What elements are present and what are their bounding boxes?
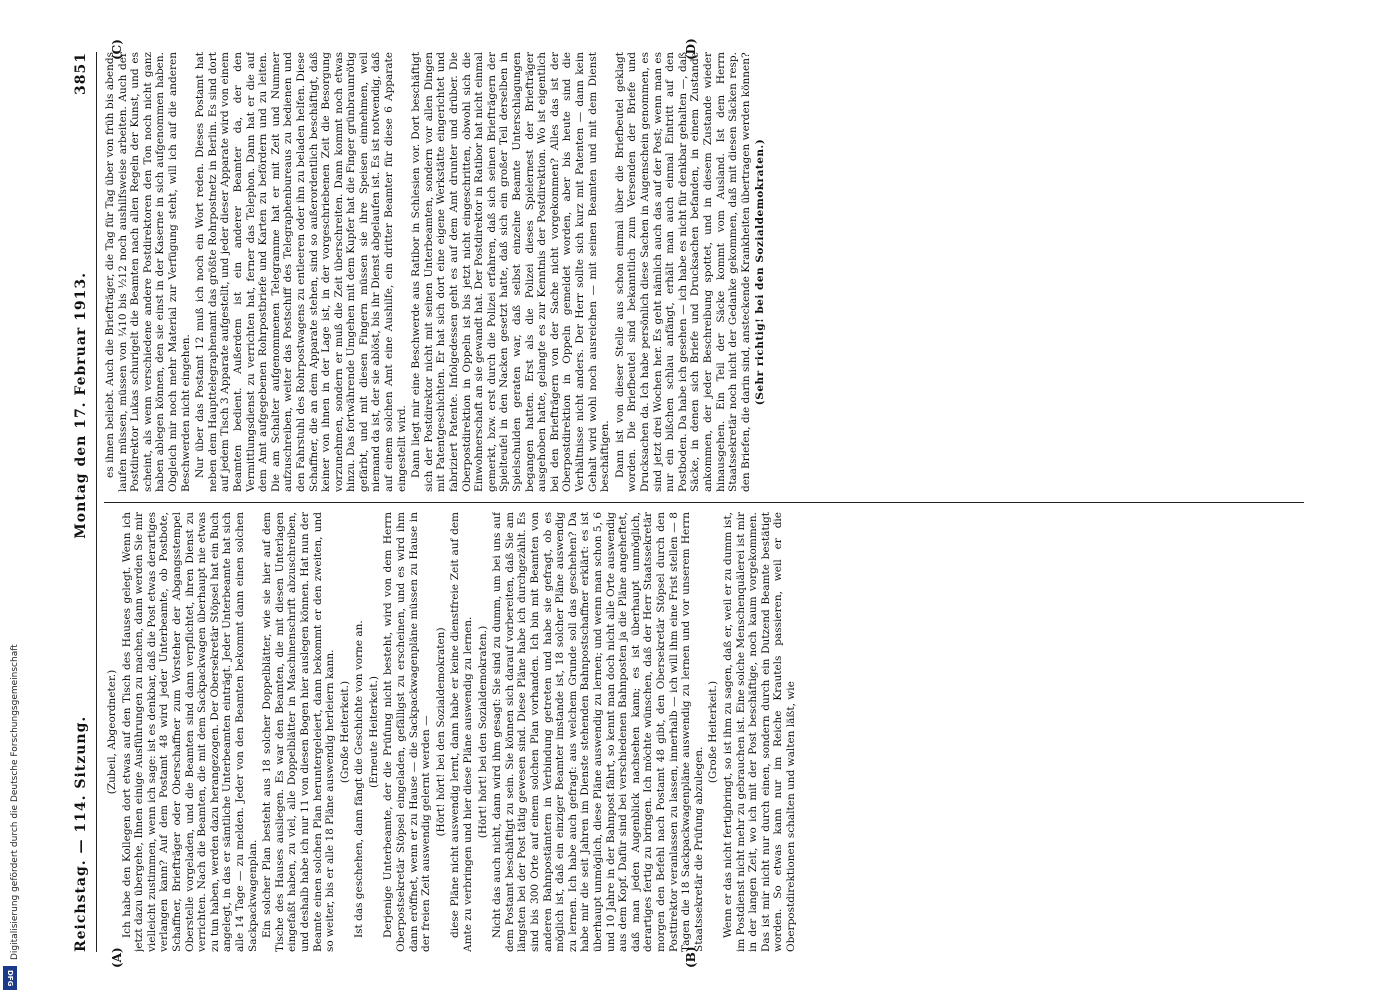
margin-marker-b: (B) bbox=[684, 946, 698, 968]
paragraph: Nicht das auch nicht, dann wird ihm gesagt: Sie sind zu dumm, um bei uns auf dem Postamt beschäftigt zu sein. Sie können sich darauf vorbereiten, daß Sie am längsten bei der Post tätig gewesen sind. Diese Pläne habe ich durchgezählt. Es sind bis 300 Orte auf einem solchen Plan vorhanden. Ich bin mit Beamten von anderen Bahnpostämtern in Verbindung getreten und habe sie gefragt, ob es möglich ist, daß ein einziger Beamter imstande ist, 18 solcher Pläne auswendig zu lernen. Ich habe auch gefragt: aus welchem Grunde soll das geschehen? Da habe mir die seit Jahren im Dienste stehenden Bahnpostschaffner erklärt: es ist überhaupt unmöglich, diese Pläne auswendig zu lernen; und wenn man schon 5, 6 und 10 Jahre in der Bahnpost fährt, so kennt man doch nicht alle Orte auswendig aus dem Kopf. Dafür sind bei verschiedenen Bahnposten ja die Pläne angeheftet, daß man jeden Augenblick nachsehen kann; es ist überhaupt unmöglich, derartiges fertig zu bringen. Ich möchte wünschen, daß der Herr Staatssekretär morgen den Befehl nach Postamt 48 gibt, den Obersekretär Stöpsel durch den Posttirektor veranlassen zu lassen, innerhalb — ich will ihm eine Frist stellen — 8 Tagen die 18 Sackpackwagenpläne auswendig zu lernen und vor unserem Herrn Staatssekretär die Prüfung abzulegen. bbox=[491, 512, 705, 952]
margin-marker-d: (D) bbox=[684, 38, 698, 60]
paragraph: Dann liegt mir eine Beschwerde aus Ratibor in Schlesien vor. Dort beschäftigt sich der Postdirektor nicht mit seinen Unterbeamten, sondern vor allen Dingen mit Patentgeschichten. Er hat sich dort eine eigene Werkstätte eingerichtet und fabriziert Patente. Infolgedessen geht es auf dem Amt drunter und drüber. Die Oberpostdirektion in Oppeln ist bis jetzt nicht eingeschritten, obwohl sich die Einwohnerschaft an sie gewandt hat. Der Postdirektor in Ratibor hat nicht einmal gemerkt, bzw. erst durch die Polizei erfahren, daß sich seinen Briefträgern der Spielteufel in den Nacken gesetzt hatte, daß sich ein großer Teil derselben in Spielschulden geraten war, daß selbst einzelne Beamte Unterschlagungen begangen hatten. Erst als die Polizei dieses Spielernest der Briefträger ausgehoben hatte, gelangte es zur Kenntnis der Postdirektion. Wo ist eigentlich bei den Briefträgern von der Sache nicht vorgekommen? Alles das ist der Oberpostdirektion in Oppeln gemeldet worden, aber bis heute sind die Verhältnisse nicht anders. Der Herr sollte sich kurz mit Patenten — dann kein Gehalt wird wohl noch ausreichen — mit seinen Beamten und mit dem Dienst beschäftigen. bbox=[410, 52, 612, 492]
paragraph: Ist das geschehen, dann fängt die Geschichte von vorne an. bbox=[353, 620, 366, 938]
column-divider bbox=[104, 502, 1304, 503]
page-number: 3851 bbox=[73, 52, 89, 95]
paragraph: es ihnen beliebt. Auch die Briefträger, die Tag für Tag über von früh bis abends laufen müssen, müssen von ¼10 bis ½12 noch aushilfsweise arbeiten. Auch der Postdirektor Lukas schurigelt die Beamten nach allen Regeln der Kunst, und es scheint, als wenn verschiedene andere Postdirektoren den Ton noch nicht ganz haben ablegen können, den sie einst in der Kaserne in sich aufgenommen haben. Obgleich mir noch mehr Material zur Verfügung steht, will ich auf die anderen Beschwerden nicht eingehen. bbox=[104, 52, 192, 492]
credit-text: Digitalisierung gefördert durch die Deutsche Forschungsgemeinschaft bbox=[10, 644, 20, 960]
digitization-credit bbox=[2, 0, 18, 1000]
interjection: (Erneute Heiterkeit.) bbox=[367, 675, 380, 789]
interjection: (Sehr richtig! bei den Sozialdemokraten.) bbox=[754, 138, 767, 406]
interjection: (Große Heiterkeit.) bbox=[338, 680, 351, 784]
page-content bbox=[64, 38, 1314, 968]
paragraph: Dann ist von dieser Stelle aus schon einmal über die Briefbeutel geklagt worden. Die Briefbeutel sind bekanntlich zum Versenden der Briefe und Drucksachen da. Ich habe persönlich diese Sachen in Augenschein genommen, es sind jetzt drei Wochen her. Es geht nämlich auch das auf der Post; wenn man es nur ein bißchen schlau anfängt, erhält man auch einmal Eintritt auf den Postboden. Da habe ich gesehen — ich habe es nicht für denkbar gehalten —, daß Säcke, in denen sich Briefe und Drucksachen befanden, in einem Zustande ankommen, der jeder Beschreibung spottet, und in diesem Zustande wieder hinausgehen. Ein Teil der Säcke kommt vom Ausland. Ist dem Herrn Staatssekretär noch nicht der Gedanke gekommen, daß mit diesen Säcken resp. den Briefen, die darin sind, ansteckende Krankheiten übertragen werden können? bbox=[613, 52, 752, 492]
interjection: (Hört! hört! bei den Sozialdemokraten.) bbox=[476, 625, 489, 839]
speaker-note: (Zubeil, Abgeordneter.) bbox=[106, 669, 118, 795]
scanned-page bbox=[64, 38, 1314, 968]
paragraph: Derjenige Unterbeamte, der die Prüfung nicht besteht, wird von dem Herrn Oberpostsekretär Stöpsel eingeladen, gefälligst zu erscheinen, und es wird ihm dann eröffnet, wenn er zu Hause — die Sackpackwagenpläne müssen zu Hause in der freien Zeit auswendig gelernt werden — bbox=[382, 512, 433, 952]
dfg-logo: DFG bbox=[3, 966, 17, 990]
page-header bbox=[70, 52, 92, 952]
page-rotated bbox=[64, 38, 1314, 968]
right-column bbox=[104, 52, 1304, 492]
paragraph: Ein solcher Plan besteht aus 18 solcher Doppelblätter, wie sie hier auf dem Tische des Hauses ausliegen. Es war den Beamten, die mit diesen Unterlagen eingefaßt haben, zu viel, alle Doppelblätter in Maschinenschrift abzuschreiben, und deshalb habe ich nur 11 von diesen Bogen hier auslegen können. Hat nun der Beamte einen solchen Plan heruntergeleiert, dann bekommt er den zweiten, und so weiter, bis er alle 18 Pläne auswendig herleiern kann. bbox=[261, 512, 337, 952]
paragraph: diese Pläne nicht auswendig lernt, dann habe er keine dienstfreie Zeit auf dem Amte zu verbringen und hier diese Pläne auswendig zu lernen. bbox=[449, 512, 475, 952]
header-rule bbox=[96, 52, 97, 952]
margin-marker-c: (C) bbox=[110, 39, 124, 60]
interjection: (Hört! hört! bei den Sozialdemokraten) bbox=[434, 627, 447, 837]
header-center: Montag den 17. Februar 1913. bbox=[73, 271, 89, 539]
margin-marker-a: (A) bbox=[110, 947, 124, 968]
paragraph: Wenn er das nicht fertigbringt, so ist ihm zu sagen, daß er, weil er zu dumm ist, im Postdienst nicht mehr zu gebrauchen ist. Eine solche Menschenquälerei ist mir in der langen Zeit, wo ich mit der Post beschäftige, noch kaum vorgekommen. Das ist mir nicht nur durch einen, sondern durch ein Dutzend Beamte bestätigt worden. So etwas kann nur im Reiche Krautels passieren, weil er die Oberpostdirektionen schalten und walten läßt, wie bbox=[721, 512, 797, 952]
paragraph: Ich habe den Kollegen dort etwas auf den Tisch des Hauses gelegt. Wenn ich jetzt dazu übergehe, Ihnen einige Ausführungen zu machen, dann werden Sie mir vielleicht zustimmen, wenn ich sage: ist es denkbar, daß die Post etwas derartiges verlangen kann? Auf dem Postamt 48 wird jeder Unterbeamte, ob Postbote, Schaffner, Briefträger oder Oberschaffner zum Vorsteher der Abgangsstempel Oberstelle vorgeladen, und die Beamten sind dann verpflichtet, ihren Dienst zu verrichten. Nach die Beamten, die mit dem Sackpackwagen überhaupt nie etwas zu tun haben, werden dazu herangezogen. Der Obersekretär Stöpsel hat ein Buch angelegt, in das er sämtliche Unterbeamten einträgt. Jeder Unterbeamte hat sich alle 14 Tage — zu melden. Jeder von den Beamten bekommt dann einen solchen Sackpackwagenplan. bbox=[120, 512, 259, 952]
interjection: (Große Heiterkeit.) bbox=[707, 680, 720, 784]
paragraph: Nur über das Postamt 12 muß ich noch ein Wort reden. Dieses Postamt hat neben dem Haupttelegraphenamt das größte Rohrpostnetz in Berlin. Es sind dort auf jedem Tisch 3 Apparate aufgestellt, und jeder dieser Apparate wird von einem Beamten bedient. Außerdem ist ein anderer Beamter da, der den Vermittlungsdienst zu verrichten hat, ferner das Telephon. Dann hat er die auf dem Amt aufgegebenen Rohrpostbriefe und Karten zu befördern und zu leiten. Die am Schalter aufgenommenen Telegramme hat er mit Zeit und Nummer aufzuschreiben, weiter das Postschiff des Telegraphenbureaus zu bedienen und den Fahrstuhl des Rohrpostwagens zu entleeren oder ihn zu beladen helfen. Diese Schaffner, die an dem Apparate stehen, sind so außerordentlich beschäftigt, daß keiner von ihnen in der Lage ist, in der vorgeschriebenen Zeit die Besorgung vorzunehmen, sondern er muß die Zeit überschreiten. Dann kommt noch etwas hinzu. Das fortwährende Umgehen mit dem Kupfer hat die Finger grünbraunrötig gefärbt, und mit diesen Fingern müssen sie ihre Speisen einnehmen, weil niemand da ist, der sie ablöst, bis ihr Dienst abgelaufen ist. Es ist notwendig, daß auf einem solchen Amt eine Aushilfe, ein dritter Beamter für diese 6 Apparate eingestellt wird. bbox=[194, 52, 408, 492]
header-left: Reichstag. — 114. Sitzung. bbox=[73, 715, 89, 952]
left-column bbox=[104, 512, 1304, 952]
